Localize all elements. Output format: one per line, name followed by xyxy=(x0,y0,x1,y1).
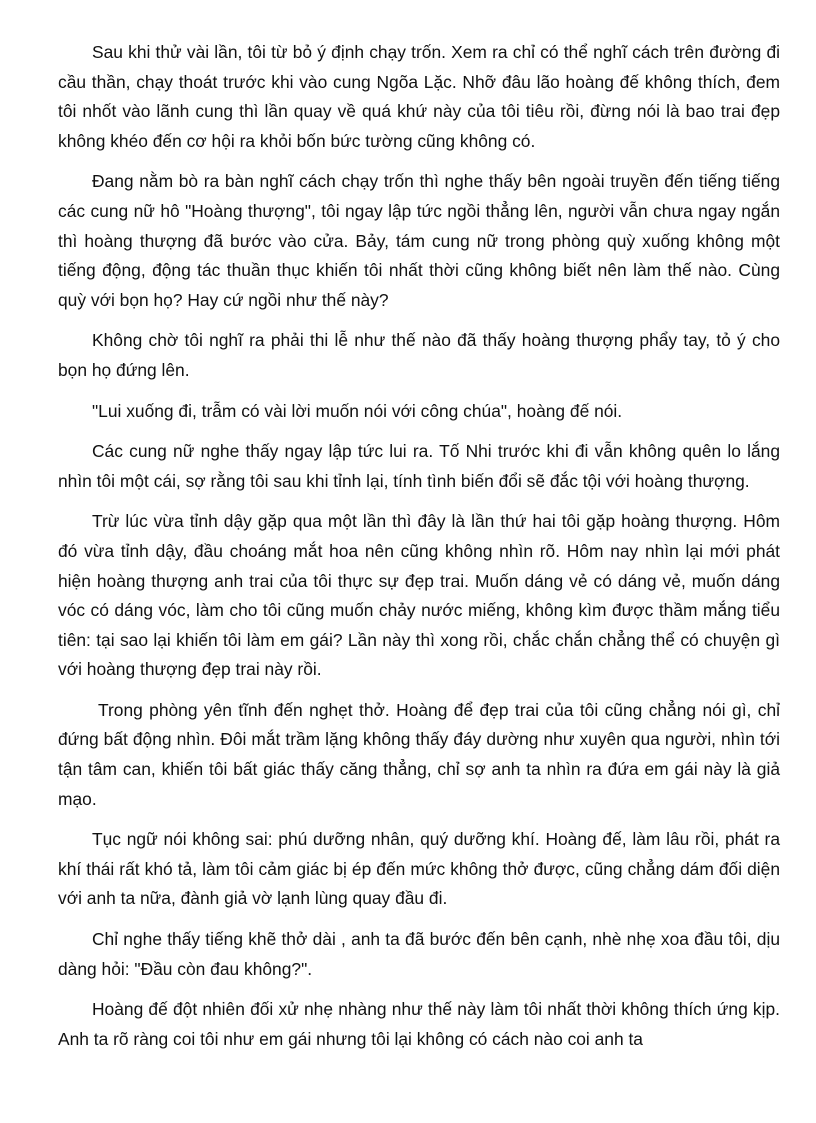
paragraph: Sau khi thử vài lần, tôi từ bỏ ý định chạy trốn. Xem ra chỉ có thể nghĩ cách trên đường đi cầu thần, chạy thoát trước khi vào cung Ngõa Lặc. Nhỡ đâu lão hoàng đế không thích, đem tôi nhốt vào lãnh cung thì lần quay về quá khứ này của tôi tiêu rồi, đừng nói là bao trai đẹp không khéo đến cơ hội ra khỏi bốn bức tường cũng không có. xyxy=(58,42,780,151)
paragraph: Đang nằm bò ra bàn nghĩ cách chạy trốn thì nghe thấy bên ngoài truyền đến tiếng tiếng các cung nữ hô "Hoàng thượng", tôi ngay lập tức ngồi thẳng lên, người vẫn chưa ngay ngắn thì hoàng thượng đã bước vào cửa. Bảy, tám cung nữ trong phòng quỳ xuống không một tiếng động, động tác thuần thục khiến tôi nhất thời cũng không biết nên làm thế nào. Cùng quỳ với bọn họ? Hay cứ ngồi như thế này? xyxy=(58,171,780,310)
document-body xyxy=(58,38,780,1065)
paragraph: Trừ lúc vừa tỉnh dậy gặp qua một lần thì đây là lần thứ hai tôi gặp hoàng thượng. Hôm đó vừa tỉnh dậy, đầu choáng mắt hoa nên cũng không nhìn rõ. Hôm nay nhìn lại mới phát hiện hoàng thượng anh trai của tôi thực sự đẹp trai. Muốn dáng vẻ có dáng vẻ, muốn dáng vóc có dáng vóc, làm cho tôi cũng muốn chảy nước miếng, không kìm được thầm mắng tiểu tiên: tại sao lại khiến tôi làm em gái? Lần này thì xong rồi, chắc chắn chẳng thể có chuyện gì với hoàng thượng đẹp trai này rồi. xyxy=(58,511,780,680)
paragraph: Chỉ nghe thấy tiếng khẽ thở dài , anh ta đã bước đến bên cạnh, nhè nhẹ xoa đầu tôi, dịu dàng hỏi: "Đầu còn đau không?". xyxy=(58,929,780,979)
paragraph: Trong phòng yên tĩnh đến nghẹt thở. Hoàng để đẹp trai của tôi cũng chẳng nói gì, chỉ đứng bất động nhìn. Đôi mắt trầm lặng không thấy đáy dường như xuyên qua người, nhìn tới tận tâm can, khiến tôi bất giác thấy căng thẳng, chỉ sợ anh ta nhìn ra đứa em gái này là giả mạo. xyxy=(58,699,780,809)
paragraph: Tục ngữ nói không sai: phú dưỡng nhân, quý dưỡng khí. Hoàng đế, làm lâu rồi, phát ra khí thái rất khó tả, làm tôi cảm giác bị ép đến mức không thở được, cũng chẳng dám đối diện với anh ta nữa, đành giả vờ lạnh lùng quay đầu đi. xyxy=(58,829,780,909)
paragraph: Hoàng đế đột nhiên đối xử nhẹ nhàng như thế này làm tôi nhất thời không thích ứng kịp. Anh ta rõ ràng coi tôi như em gái nhưng tôi lại không có cách nào coi anh ta xyxy=(58,999,780,1049)
paragraph: Không chờ tôi nghĩ ra phải thi lễ như thế nào đã thấy hoàng thượng phẩy tay, tỏ ý cho bọn họ đứng lên. xyxy=(58,330,780,380)
paragraph: Các cung nữ nghe thấy ngay lập tức lui ra. Tố Nhi trước khi đi vẫn không quên lo lắng nhìn tôi một cái, sợ rằng tôi sau khi tỉnh lại, tính tình biến đổi sẽ đắc tội với hoàng thượng. xyxy=(58,441,780,491)
paragraph: "Lui xuống đi, trẫm có vài lời muốn nói với công chúa", hoàng đế nói. xyxy=(92,400,623,421)
